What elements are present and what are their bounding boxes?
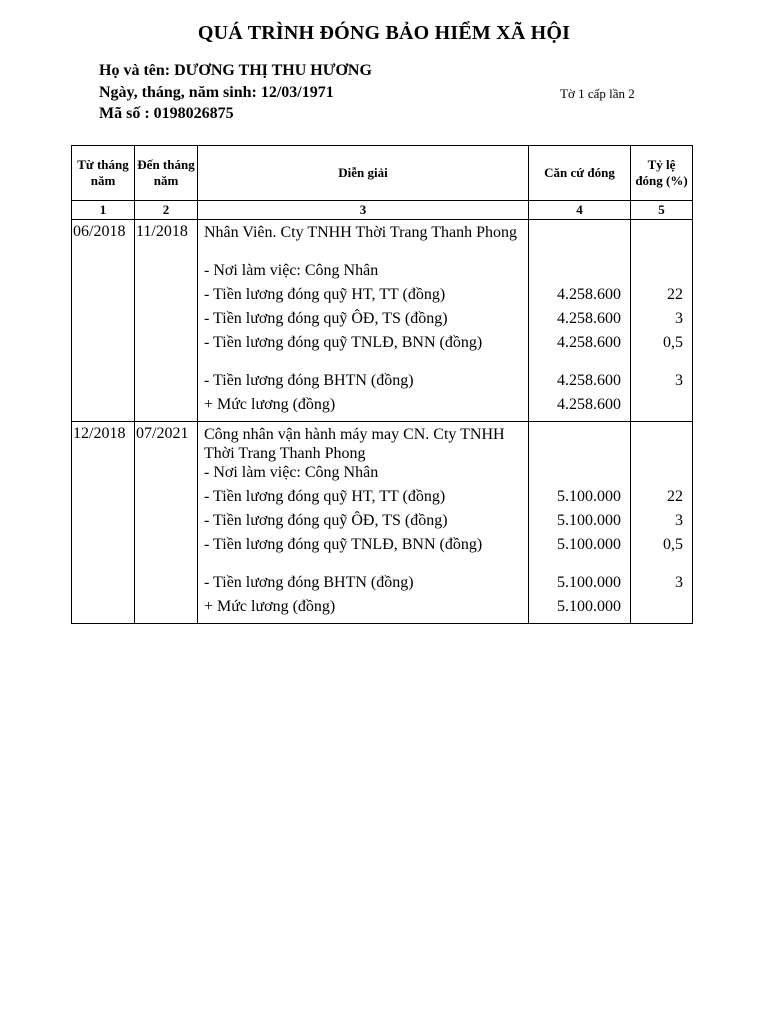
table-header-row xyxy=(72,146,693,201)
table-row xyxy=(72,422,693,624)
item-amount: 5.100.000 xyxy=(557,488,621,505)
item-label: - Tiền lương đóng quỹ ÔĐ, TS (đồng) xyxy=(204,512,448,529)
item-rate: 3 xyxy=(675,310,683,327)
header-description: Diễn giải xyxy=(198,146,529,201)
item-amount: 4.258.600 xyxy=(557,286,621,303)
insurance-history-table xyxy=(71,145,693,624)
period-rates xyxy=(631,220,693,422)
period-description xyxy=(198,220,529,422)
item-amount: 5.100.000 xyxy=(557,574,621,591)
item-rate xyxy=(631,597,692,621)
column-number: 3 xyxy=(198,201,529,220)
sheet-note: Tờ 1 cấp lần 2 xyxy=(560,86,635,101)
item-rate: 3 xyxy=(675,574,683,591)
header-rate: Tỷ lệ đóng (%) xyxy=(631,146,693,201)
workplace: - Nơi làm việc: Công Nhân xyxy=(204,262,379,279)
period-to: 07/2021 xyxy=(135,422,198,624)
item-label: - Tiền lương đóng BHTN (đồng) xyxy=(204,372,414,389)
item-rate: 3 xyxy=(675,372,683,389)
item-amount: 5.100.000 xyxy=(557,598,621,615)
job-description: Nhân Viên. Cty TNHH Thời Trang Thanh Phong xyxy=(204,224,517,241)
column-number: 5 xyxy=(631,201,693,220)
item-amount: 4.258.600 xyxy=(557,372,621,389)
period-description xyxy=(198,422,529,624)
item-label: - Tiền lương đóng quỹ ÔĐ, TS (đồng) xyxy=(204,310,448,327)
item-rate: 0,5 xyxy=(663,334,683,351)
header-to: Đến tháng năm xyxy=(135,146,198,201)
period-rates xyxy=(631,422,693,624)
item-label: - Tiền lương đóng quỹ HT, TT (đồng) xyxy=(204,286,446,303)
header-basis: Căn cứ đóng xyxy=(529,146,631,201)
item-label: + Mức lương (đồng) xyxy=(204,396,336,413)
item-label: - Tiền lương đóng quỹ HT, TT (đồng) xyxy=(204,488,446,505)
job-description: Công nhân vận hành máy may CN. Cty TNHH Thời Trang Thanh Phong xyxy=(204,426,505,462)
full-name: Họ và tên: DƯƠNG THỊ THU HƯƠNG xyxy=(99,62,372,79)
period-from: 06/2018 xyxy=(72,220,135,422)
item-amount: 5.100.000 xyxy=(557,536,621,553)
item-amount: 4.258.600 xyxy=(557,334,621,351)
item-rate: 22 xyxy=(667,488,683,505)
insurance-number: Mã số : 0198026875 xyxy=(99,105,234,122)
item-rate xyxy=(631,395,692,419)
item-rate: 0,5 xyxy=(663,536,683,553)
item-rate: 22 xyxy=(667,286,683,303)
period-amounts xyxy=(529,220,631,422)
period-amounts xyxy=(529,422,631,624)
column-number: 1 xyxy=(72,201,135,220)
column-number-row xyxy=(72,201,693,220)
item-rate: 3 xyxy=(675,512,683,529)
period-to: 11/2018 xyxy=(135,220,198,422)
item-amount: 5.100.000 xyxy=(557,512,621,529)
period-from: 12/2018 xyxy=(72,422,135,624)
workplace: - Nơi làm việc: Công Nhân xyxy=(204,464,379,481)
item-label: + Mức lương (đồng) xyxy=(204,598,336,615)
item-label: - Tiền lương đóng quỹ TNLĐ, BNN (đồng) xyxy=(204,536,483,553)
document-title: QUÁ TRÌNH ĐÓNG BẢO HIỂM XÃ HỘI xyxy=(197,22,571,44)
item-label: - Tiền lương đóng BHTN (đồng) xyxy=(204,574,414,591)
table-row xyxy=(72,220,693,422)
column-number: 4 xyxy=(529,201,631,220)
item-amount: 4.258.600 xyxy=(557,396,621,413)
item-amount: 4.258.600 xyxy=(557,310,621,327)
date-of-birth: Ngày, tháng, năm sinh: 12/03/1971 xyxy=(99,84,334,101)
item-label: - Tiền lương đóng quỹ TNLĐ, BNN (đồng) xyxy=(204,334,483,351)
header-from: Từ tháng năm xyxy=(72,146,135,201)
column-number: 2 xyxy=(135,201,198,220)
